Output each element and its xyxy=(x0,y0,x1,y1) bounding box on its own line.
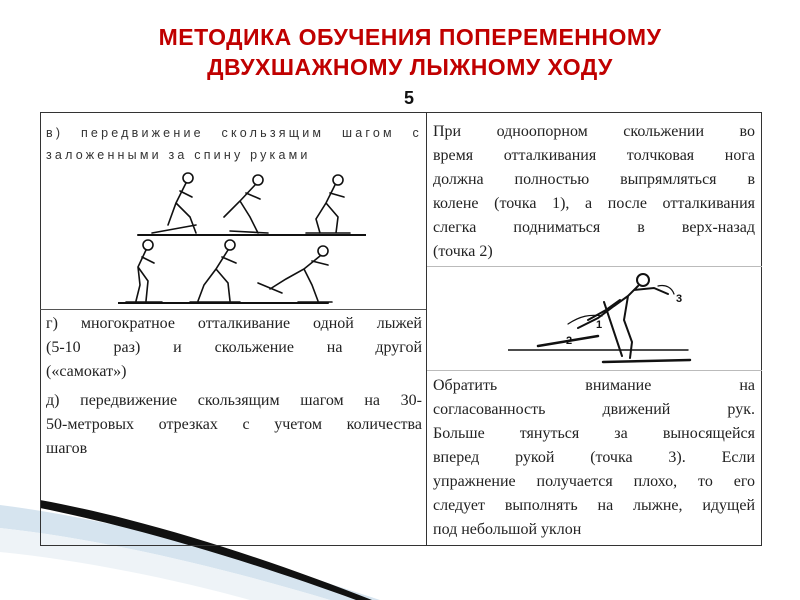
slide-title-line2: ДВУХШАЖНОМУ ЛЫЖНОМУ ХОДУ xyxy=(207,54,613,80)
slide-title xyxy=(60,22,760,82)
item-g-line2: (5-10 раз) и скольжение на другой xyxy=(46,339,422,356)
item-g-line3: («самокат») xyxy=(46,363,127,380)
p1-line1: При одноопорном скольжении во xyxy=(433,123,755,140)
item-d-line2: 50-метровых отрезках с учетом количества xyxy=(46,416,422,433)
slide-number: 5 xyxy=(404,88,415,108)
p2-line5: упражнение получается плохо, то его xyxy=(433,473,755,490)
p2-line1: Обратить внимание на xyxy=(433,377,755,394)
p1-line3: должна полностью выпрямляться в xyxy=(433,171,755,188)
p2-line3: Больше тянуться за выносящейся xyxy=(433,425,755,442)
p1-line6: (точка 2) xyxy=(433,243,493,260)
column-divider xyxy=(426,112,427,546)
p2-line2: согласованность движений рук. xyxy=(433,401,755,418)
p2-line4: вперед рукой (точка 3). Если xyxy=(433,449,755,466)
figure-point-1: 1 xyxy=(596,319,603,331)
item-v-line1: в) передвижение скользящим шагом с xyxy=(46,126,422,140)
right-row-divider-bottom xyxy=(427,370,762,371)
figure-point-2: 2 xyxy=(566,335,573,347)
item-v-line2: заложенными за спину руками xyxy=(46,148,311,162)
item-d-line3: шагов xyxy=(46,440,88,457)
item-d-line1: д) передвижение скользящим шагом на 30- xyxy=(46,392,422,409)
p2-line7: под небольшой уклон xyxy=(433,521,582,538)
skier-points-illustration xyxy=(508,266,758,370)
p2-line6: следует выполнять на лыжне, идущей xyxy=(433,497,755,514)
item-g-line1: г) многократное отталкивание одной лыжей xyxy=(46,315,422,332)
p1-line5: слегка подниматься в верх-назад xyxy=(433,219,755,236)
slide-title-line1: МЕТОДИКА ОБУЧЕНИЯ ПОПЕРЕМЕННОМУ xyxy=(158,24,662,50)
skiers-illustration xyxy=(118,165,366,310)
p1-line2: время отталкивания толчковая нога xyxy=(433,147,755,164)
figure-point-3: 3 xyxy=(676,293,683,305)
p1-line4: колене (точка 1), а после отталкивания xyxy=(433,195,755,212)
